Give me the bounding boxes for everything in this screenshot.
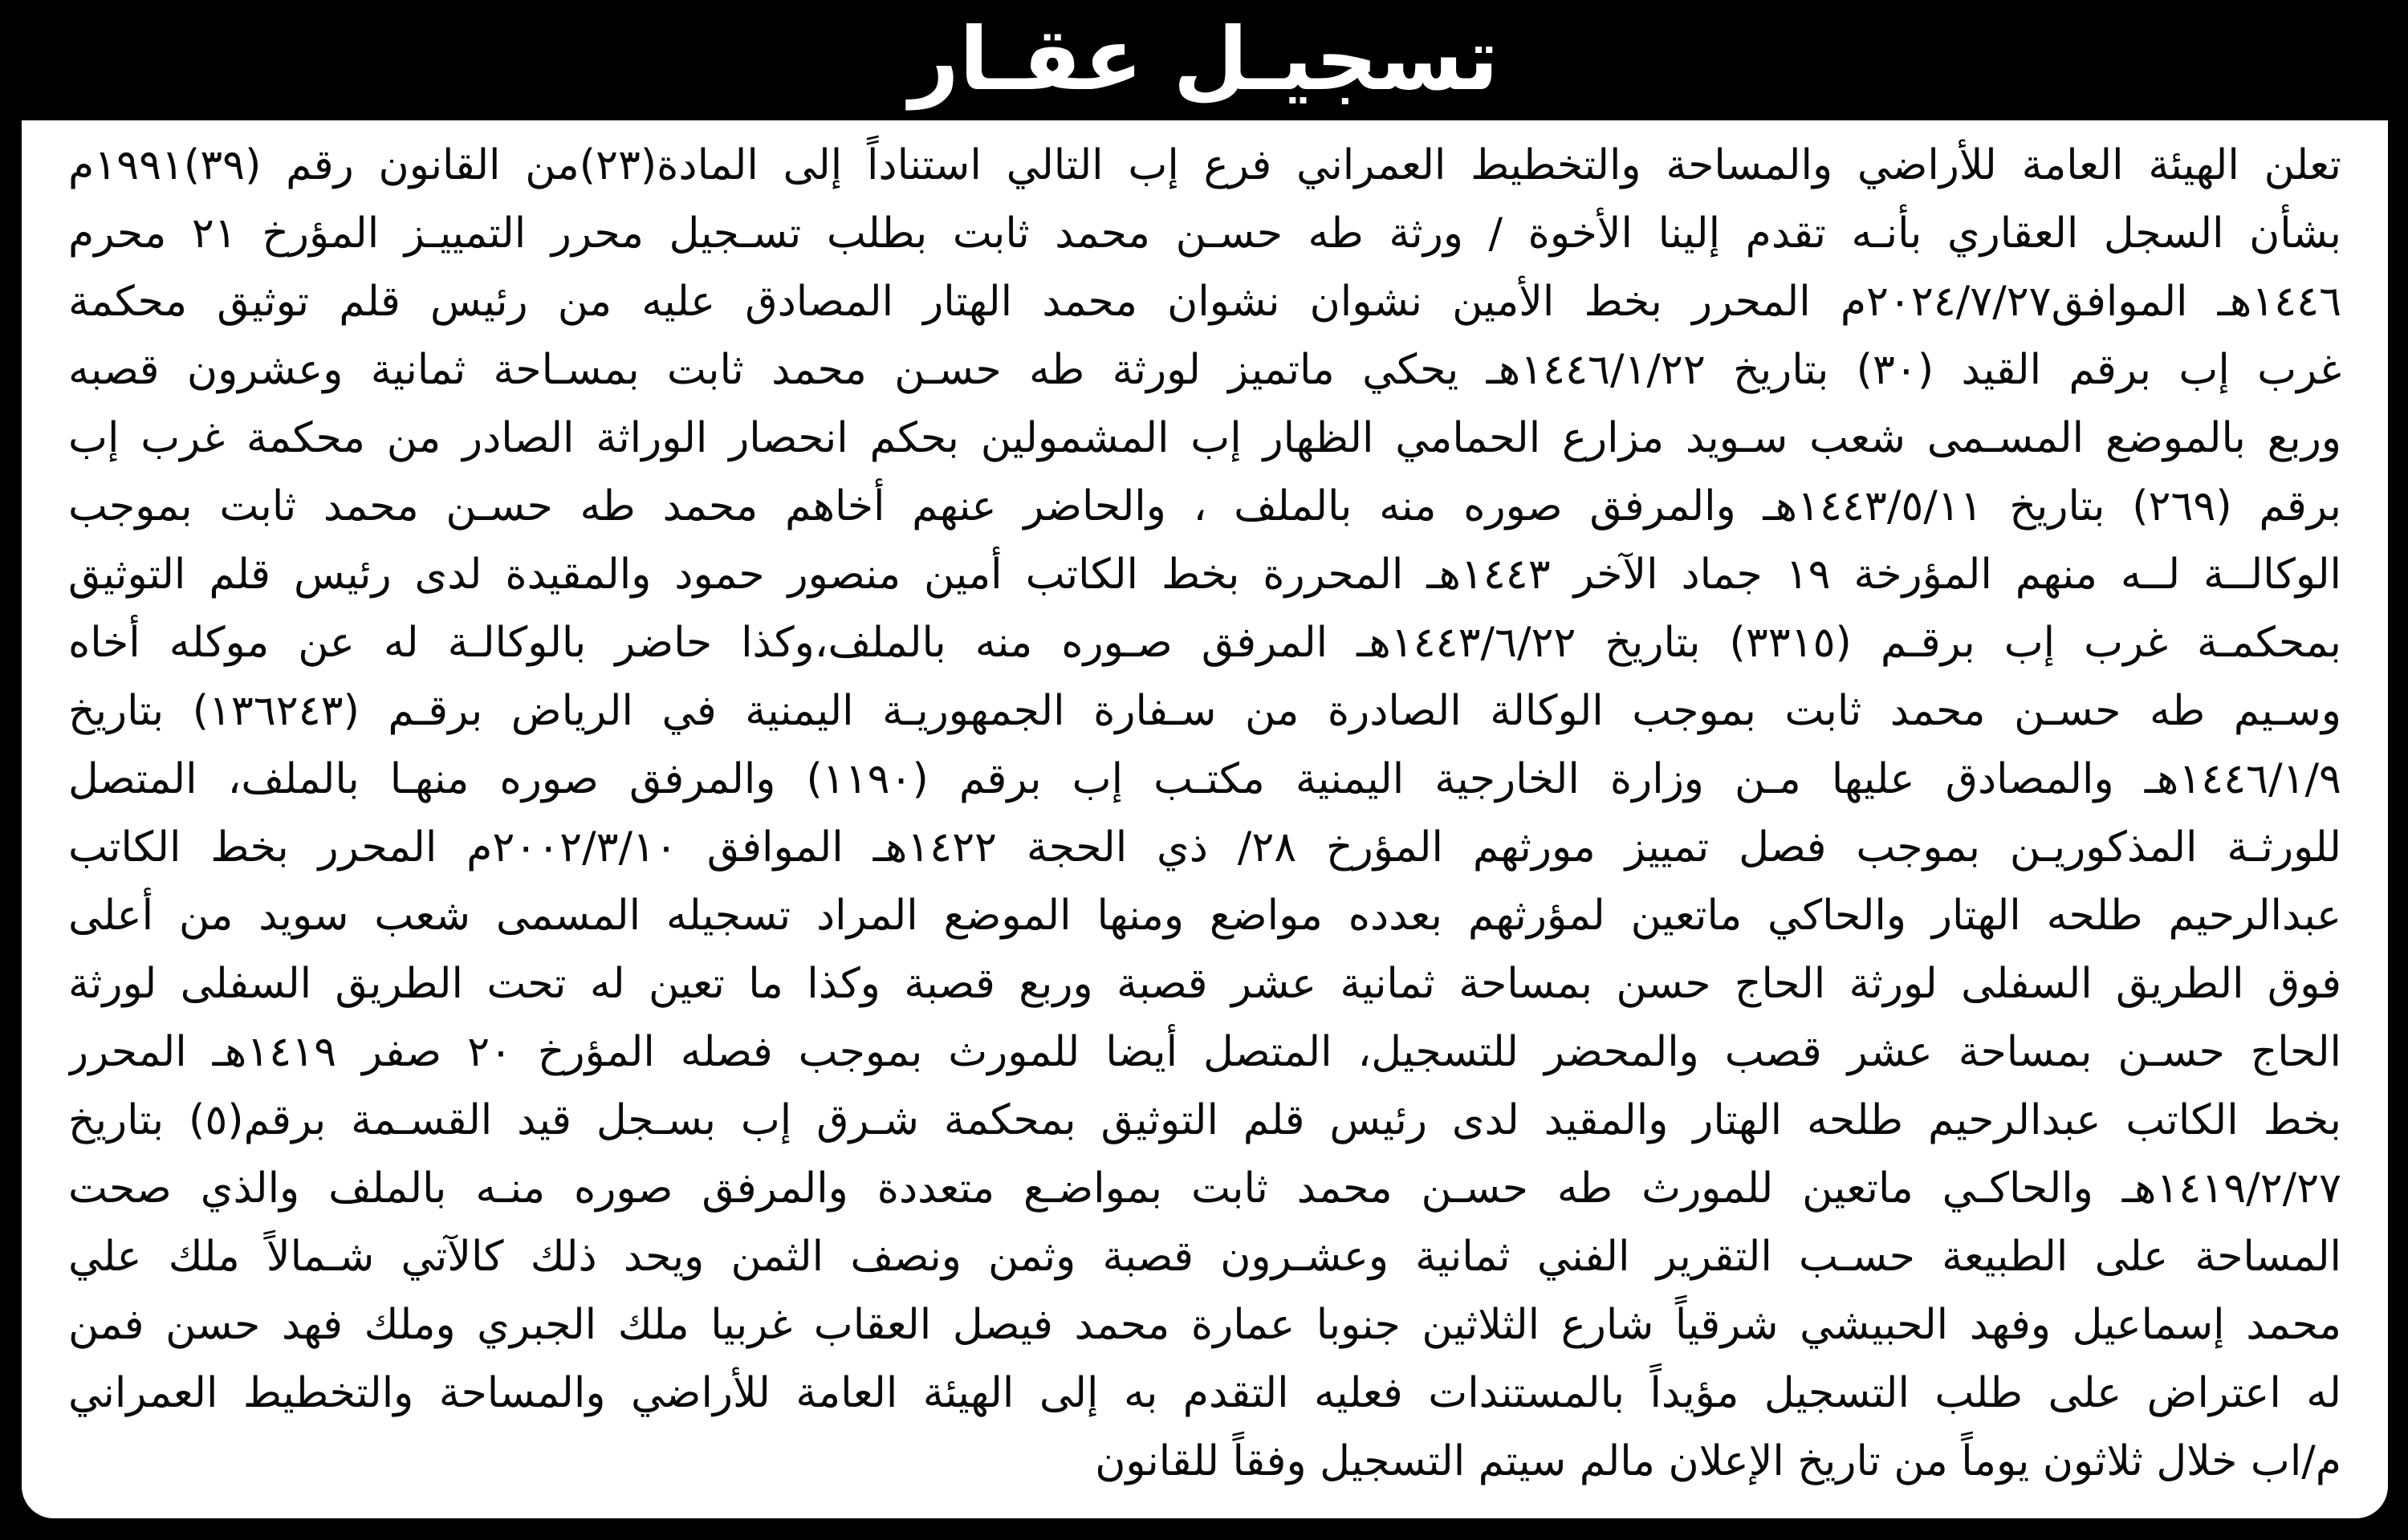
body-line: تعلن الهيئة العامة للأراضي والمساحة والتخطيط العمراني فرع إب التالي استناداً إلى المادة(٢٣)من القانون رقم (٣٩)١٩٩١م bbox=[68, 141, 2341, 189]
body-line: الوكالــة لــه منهم المؤرخة ١٩ جماد الآخر ١٤٤٣هـ المحررة بخط الكاتب أمين منصور حمود والمقيدة لدى رئيس قلم التوثيق bbox=[68, 551, 2341, 599]
body-line: ١٤٤٦/١/٩هـ والمصادق عليها مـن وزارة الخارجية اليمنية مكتـب إب برقم (١١٩٠) والمرفق صوره منهـا بالملف، المتصل bbox=[68, 755, 2341, 803]
body-line: بخط الكاتب عبدالرحيم طلحه الهتار والمقيد لدى رئيس قلم التوثيق بمحكمة شـرق إب بسـجل قيد القسـمة برقم(٥) بتاريخ bbox=[68, 1096, 2341, 1144]
body-line: له اعتراض على طلب التسجيل مؤيداً بالمستندات فعليه التقدم به إلى الهيئة العامة للأراضي والمساحة والتخطيط العمراني bbox=[68, 1369, 2341, 1417]
body-line: الحاج حسـن بمساحة عشر قصب والمحضر للتسجيل، المتصل أيضا للمورث بموجب فصله المؤرخ ٢٠ صفر ١٤١٩هـ المحرر bbox=[68, 1028, 2341, 1076]
body-line: محمد إسماعيل وفهد الحبيشي شرقياً شارع الثلاثين جنوبا عمارة محمد فيصل العقاب غربيا ملك الجبري وملك فهد حسن فمن bbox=[68, 1301, 2341, 1349]
body-line: غرب إب برقم القيد (٣٠) بتاريخ ١٤٤٦/١/٢٢هـ يحكي ماتميز لورثة طه حسـن محمد ثابت بمسـاحة ثمانية وعشرون قصبه bbox=[68, 346, 2341, 394]
body-line: وربع بالموضع المسـمى شعب سـويد مزارع الحمامي الظهار إب المشمولين بحكم انحصار الوراثة الصادر من محكمة غرب إب bbox=[68, 414, 2341, 462]
body-line: ١٤٤٦هـ الموافق٢٠٢٤/٧/٢٧م المحرر بخط الأمين نشوان نشوان محمد الهتار المصادق عليه من رئيس قلم توثيق محكمة bbox=[68, 278, 2341, 326]
body-line: وسـيم طه حسـن محمد ثابت بموجب الوكالة الصادرة من سـفارة الجمهوريـة اليمنية في الرياض برقـم (١٣٦٢٤٣) بتاريخ bbox=[68, 687, 2341, 735]
notice-title: تسجيـل عقـار bbox=[909, 10, 1499, 110]
body-line: بشأن السجل العقاري بأنـه تقدم إلينا الأخوة / ورثة طه حسـن محمد ثابت بطلب تسـجيل محرر التمييـز المؤرخ ٢١ محرم bbox=[68, 209, 2341, 258]
body-line: فوق الطريق السفلى لورثة الحاج حسن بمساحة ثمانية عشر قصبة وربع قصبة وكذا ما تعين له تحت الطريق السفلى لورثة bbox=[68, 960, 2341, 1008]
body-line: عبدالرحيم طلحه الهتار والحاكي ماتعين لمؤرثهم بعدده مواضع ومنها الموضع المراد تسجيله المسمى شعب سويد من أعلى bbox=[68, 892, 2341, 940]
body-line: بمحكمـة غرب إب برقـم (٣٣١٥) بتاريخ ١٤٤٣/٦/٢٢هـ المرفق صـوره منه بالملف،وكذا حاضر بالوكالـة له عن موكله أخاه bbox=[68, 619, 2341, 667]
body-line: برقم (٢٦٩) بتاريخ ١٤٤٣/٥/١١هـ والمرفق صوره منه بالملف ، والحاضر عنهم أخاهم محمد طه حسـن محمد ثابت بموجب bbox=[68, 482, 2341, 530]
notice-body-text bbox=[68, 132, 2341, 1496]
notice-body-panel bbox=[22, 120, 2388, 1518]
body-line: ١٤١٩/٢/٢٧هـ والحاكـي ماتعين للمورث طه حسـن محمد ثابت بمواضـع متعددة والمرفق صوره منـه بالملف والذي صحت bbox=[68, 1164, 2341, 1213]
body-line: للورثـة المذكوريـن بموجب فصل تمييز مورثهم المؤرخ ٢٨/ ذي الحجة ١٤٢٢هـ الموافق ٢٠٠٢/٣/١٠م المحرر بخط الكاتب bbox=[68, 823, 2341, 872]
title-banner bbox=[0, 0, 2408, 120]
body-line: المساحة على الطبيعة حسـب التقرير الفني ثمانية وعشـرون قصبة وثمن ونصف الثمن ويحد ذلك كالآتي شـمالاً ملك علي bbox=[68, 1233, 2341, 1281]
body-line: م/اب خلال ثلاثون يوماً من تاريخ الإعلان مالم سيتم التسجيل وفقاً للقانون bbox=[1095, 1437, 2341, 1485]
